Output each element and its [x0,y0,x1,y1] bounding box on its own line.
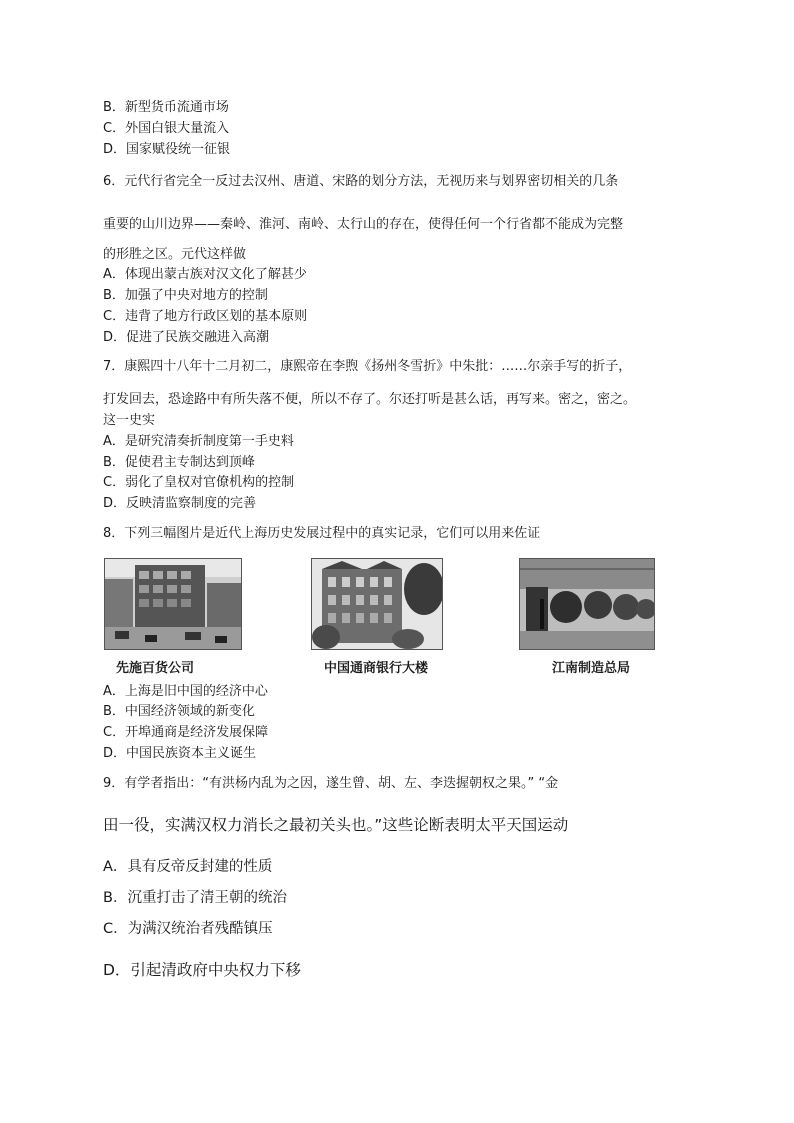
q5-option-d: D．国家赋役统一征银 [103,142,231,157]
q9-stem-line2: 田一役，实满汉权力消长之最初关头也。”这些论断表明太平天国运动 [103,816,569,834]
q9-option-c: C．为满汉统治者残酷镇压 [103,921,273,937]
q9-option-b: B．沉重打击了清王朝的统治 [103,890,287,906]
q8-option-d: D．中国民族资本主义诞生 [103,746,257,761]
q7-stem-line2: 打发回去，恐途路中有所失落不便，所以不存了。尔还打听是甚么话，再写来。密之，密之。 [103,392,637,407]
q5-option-c: C．外国白银大量流入 [103,121,230,136]
caption-sincere-department-store: 先施百货公司 [116,661,195,676]
q6-option-a: A．体现出蒙古族对汉文化了解甚少 [103,267,307,282]
q8-option-b: B．中国经济领域的新变化 [103,704,255,719]
q5-option-b: B．新型货币流通市场 [103,100,229,115]
q6-stem-line3: 的形胜之区。元代这样做 [103,247,247,262]
q7-option-d: D．反映清监察制度的完善 [103,496,257,511]
q7-stem-line3: 这一史实 [103,413,156,428]
q8-option-c: C．开埠通商是经济发展保障 [103,725,269,740]
q6-option-c: C．违背了地方行政区划的基本原则 [103,309,308,324]
q6-option-b: B．加强了中央对地方的控制 [103,288,268,303]
caption-imperial-bank-building: 中国通商银行大楼 [324,661,429,676]
caption-jiangnan-arsenal: 江南制造总局 [552,661,631,676]
photo-imperial-bank-of-china-building [311,558,443,650]
q9-option-a: A．具有反帝反封建的性质 [103,859,273,875]
photo-jiangnan-arsenal [519,558,655,650]
q9-option-d: D．引起清政府中央权力下移 [103,961,301,979]
q7-stem-line1: 7．康熙四十八年十二月初二，康熙帝在李煦《扬州冬雪折》中朱批：……尔亲手写的折子， [103,359,632,374]
q6-stem-line1: 6．元代行省完全一反过去汉州、唐道、宋路的划分方法，无视历来与划界密切相关的几条 [103,174,619,189]
photo-sincere-department-store [104,558,242,650]
q9-stem-line1: 9．有学者指出：“有洪杨内乱为之因，遂生曾、胡、左、李迭握朝权之果。” “金 [103,776,559,791]
q6-option-d: D．促进了民族交融进入高潮 [103,330,270,345]
q7-option-c: C．弱化了皇权对官僚机构的控制 [103,475,295,490]
q6-stem-line2: 重要的山川边界——秦岭、淮河、南岭、太行山的存在，使得任何一个行省都不能成为完整 [103,217,624,232]
q8-stem: 8．下列三幅图片是近代上海历史发展过程中的真实记录，它们可以用来佐证 [103,526,541,541]
q7-option-b: B．促使君主专制达到顶峰 [103,455,255,470]
q7-option-a: A．是研究清奏折制度第一手史料 [103,434,294,449]
q8-option-a: A．上海是旧中国的经济中心 [103,684,268,699]
